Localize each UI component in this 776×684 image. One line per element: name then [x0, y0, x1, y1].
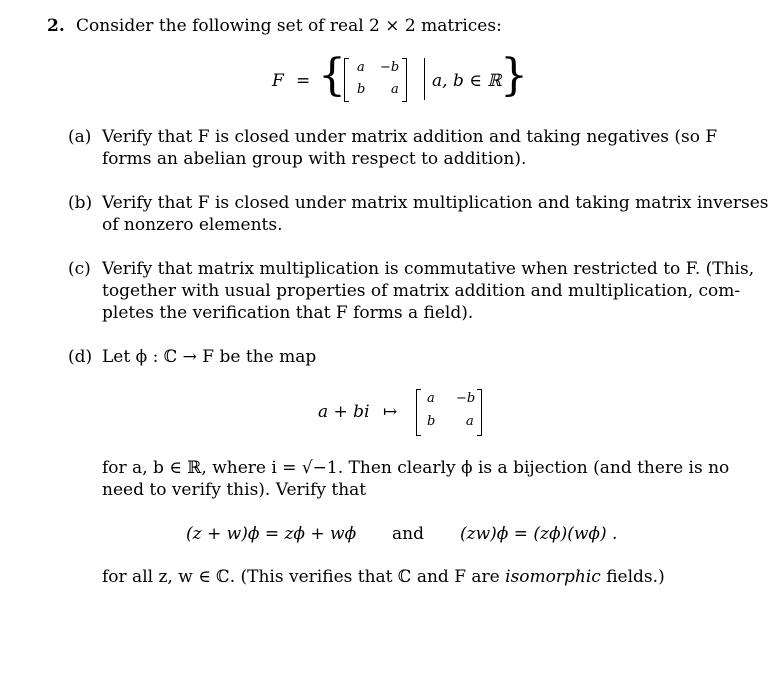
part-d-label: (d): [68, 347, 93, 367]
part-c-line: together with usual properties of matrix addition and multiplication, com-: [102, 281, 741, 301]
matrix-entry: a: [357, 60, 365, 75]
matrix-entry: a: [427, 391, 435, 406]
matrix-entry: −b: [456, 391, 476, 406]
equation-multiplicative: (zw)ϕ = (zϕ)(wϕ) .: [460, 524, 618, 544]
set-lhs: F: [272, 71, 284, 91]
matrix-entry: a: [391, 82, 399, 97]
part-d-line: Let ϕ : ℂ → F be the map: [102, 347, 317, 367]
equation-additive: (z + w)ϕ = zϕ + wϕ: [186, 524, 357, 544]
part-a-label: (a): [68, 127, 92, 147]
part-d-line: need to verify this). Verify that: [102, 480, 367, 500]
problem-intro: Consider the following set of real 2 × 2 matrices:: [76, 16, 502, 36]
set-equals: =: [296, 71, 311, 91]
part-c-label: (c): [68, 259, 91, 279]
part-b-line: of nonzero elements.: [102, 215, 283, 235]
matrix-entry: b: [427, 414, 436, 429]
part-a-line: forms an abelian group with respect to addition).: [102, 149, 527, 169]
conclusion-pre: for all z, w ∈ ℂ. (This verifies that ℂ and F are: [102, 567, 506, 587]
right-curly-brace: }: [500, 50, 528, 101]
map-lhs: a + bi: [318, 402, 370, 422]
right-bracket: [402, 58, 407, 102]
left-bracket: [416, 389, 421, 436]
such-that-bar: [424, 58, 425, 100]
part-c-line: pletes the verification that F forms a field).: [102, 303, 474, 323]
matrix-entry: b: [357, 82, 366, 97]
problem-number: 2.: [47, 16, 65, 36]
part-d-line: for a, b ∈ ℝ, where i = √−1. Then clearly ϕ is a bijection (and there is no: [102, 458, 730, 478]
matrix-entry: a: [466, 414, 474, 429]
part-b-label: (b): [68, 193, 93, 213]
part-d-conclusion: [102, 566, 665, 588]
mapsto-arrow: ↦: [383, 402, 398, 422]
matrix-entry: −b: [380, 60, 400, 75]
conclusion-post: fields.): [600, 567, 665, 587]
conclusion-emphasis: isomorphic: [505, 567, 601, 587]
left-bracket: [344, 58, 349, 102]
left-curly-brace: {: [318, 50, 346, 101]
set-condition: a, b ∈ ℝ: [432, 71, 502, 91]
equation-and: and: [392, 524, 424, 544]
right-bracket: [477, 389, 482, 436]
part-c-line: Verify that matrix multiplication is commutative when restricted to F. (This,: [102, 259, 755, 279]
part-b-line: Verify that F is closed under matrix multiplication and taking matrix inverses: [102, 193, 769, 213]
part-a-line: Verify that F is closed under matrix addition and taking negatives (so F: [102, 127, 718, 147]
